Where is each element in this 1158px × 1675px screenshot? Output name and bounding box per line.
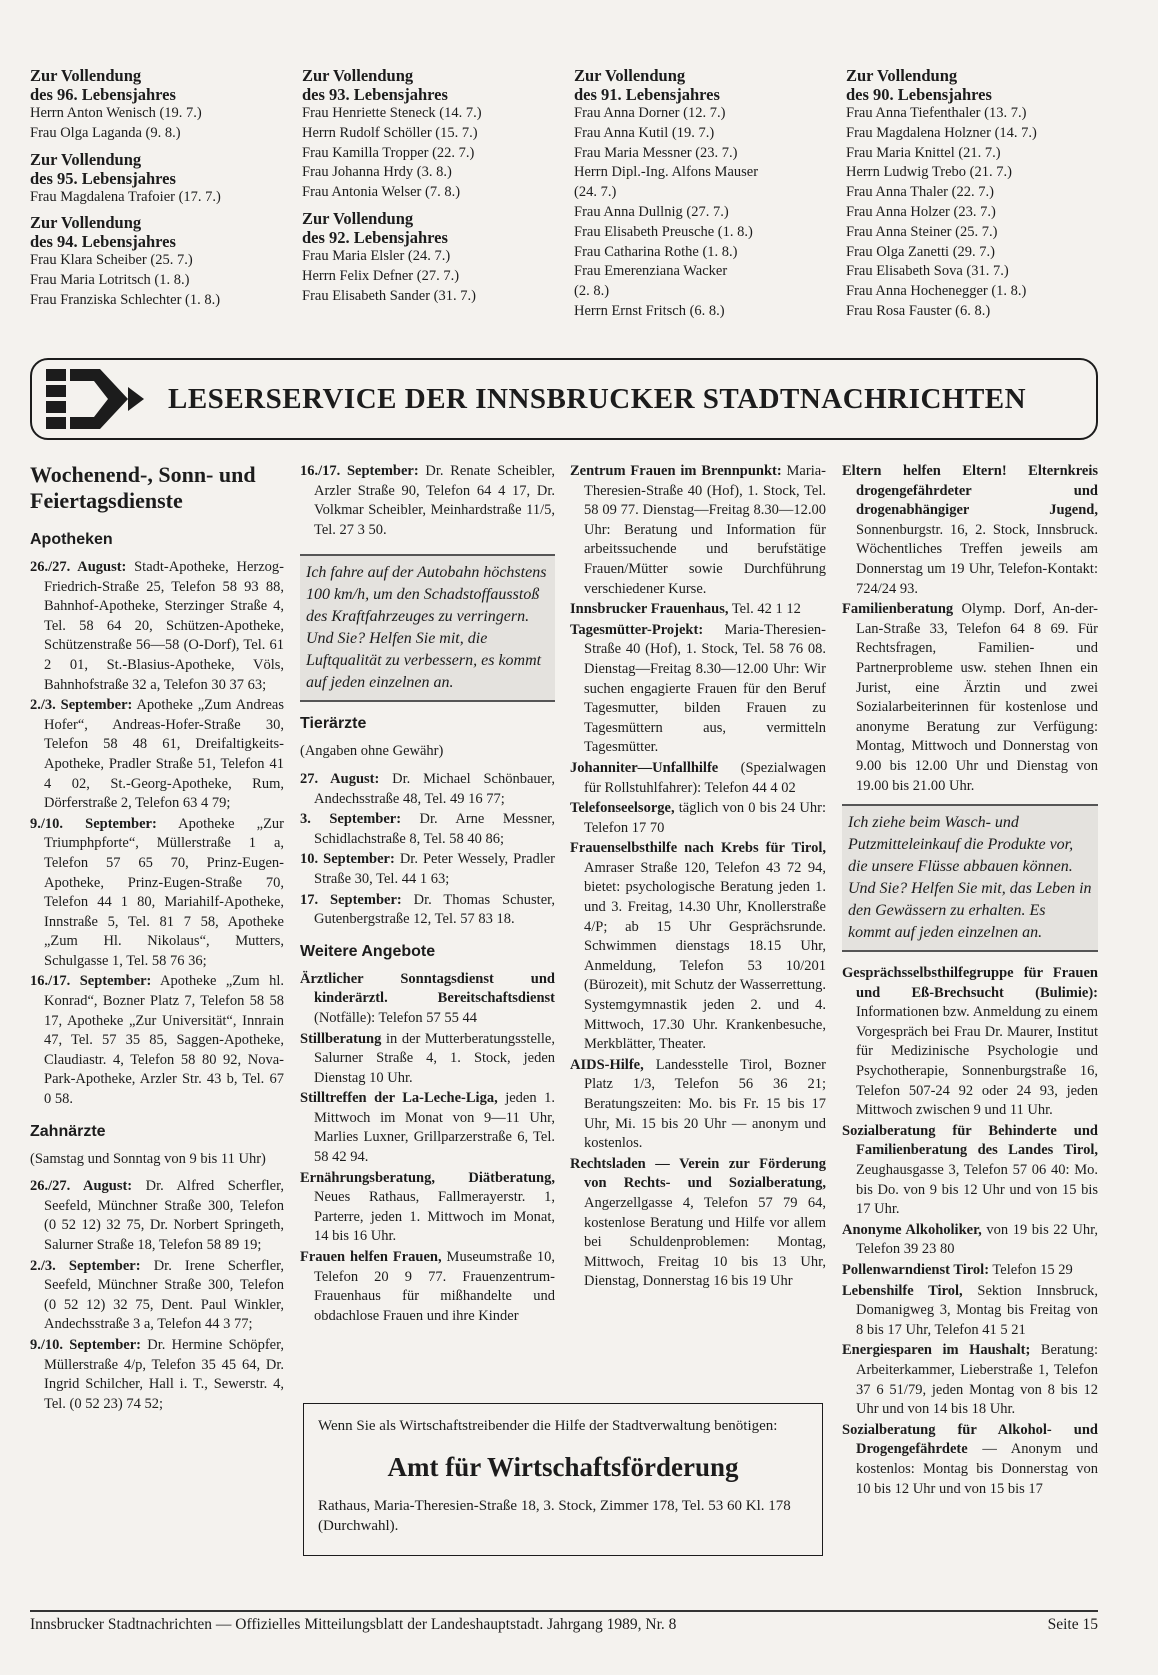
entry-text: Landesstelle Tirol, Bozner Platz 1/3, Telefon 56 36 21; Beratungszeiten: Mo. bis Fr. 15 bis 17 Uhr, Mi. 15 bis 20 Uhr — anonym und kostenlos. — [584, 1056, 826, 1152]
entry-text: Dr. Michael Schönbauer, Andechsstraße 48, Tel. 49 16 77; — [314, 770, 555, 807]
birthday-entry: Frau Maria Lotritsch (1. 8.) — [30, 272, 190, 289]
birthday-entry: Frau Elisabeth Sander (31. 7.) — [302, 287, 476, 304]
birthday-column — [30, 66, 302, 328]
service-column-4 — [842, 462, 1098, 1500]
page-number: Seite 15 — [1047, 1616, 1098, 1633]
entry-text: (Spezialwagen für Rollstuhlfahrer): Telefon 44 4 02 — [584, 759, 826, 796]
birthday-entry: Frau Klara Scheiber (25. 7.) — [30, 252, 193, 269]
section-heading: Apotheken — [30, 531, 113, 548]
entry-text: Maria-Theresien-Straße 40 (Hof), 1. Stock, Tel. 58 09 77. Dienstag—Freitag 8.30—12.00 Uhr: Beratung und Information für arbeitssuchende und berufstätige Frauen/Mütter sowie Durchführung verschiedener Kurse. — [584, 463, 826, 597]
entry-text: Tel. 42 1 12 — [728, 601, 801, 618]
birthday-entry: Frau Anna Holzer (23. 7.) — [846, 203, 996, 220]
service-entry — [570, 1056, 826, 1154]
birthday-entry: Frau Rosa Fauster (6. 8.) — [846, 302, 991, 319]
entry-text: Dr. Alfred Scherfler, Seefeld, Münchner Straße 300, Telefon (0 52 12) 32 75, Dr. Norbert Springeth, Salurner Straße 18, Telefon 58 89 19; — [44, 1178, 284, 1253]
service-entry — [842, 1282, 1098, 1341]
birthday-heading: des 94. Lebensjahres — [30, 232, 176, 252]
birthday-entry: Frau Magdalena Holzner (14. 7.) — [846, 124, 1037, 141]
entry-label: Telefonseelsorge, — [570, 800, 675, 817]
service-entry — [570, 1155, 826, 1292]
leserservice-logo-icon — [46, 367, 164, 431]
birthday-heading: Zur Vollendung — [30, 149, 142, 169]
entry-label: Innsbrucker Frauenhaus, — [570, 601, 729, 618]
entry-text: Olymp. Dorf, An-der-Lan-Straße 33, Telefon 64 8 69. Für Rechtsfragen, Familien- und Partnerprobleme usw. stehen Ihnen ein Jurist, eine Ärztin und zwei Sozialarbeiterinnen für kostenlose und anonyme Beratung zur Verfügung: Montag, Mittwoch und Donnerstag von 9.00 bis 12.00 Uhr und Dienstag von 19.00 bis 21.00 Uhr. — [856, 601, 1098, 794]
service-entry — [300, 1030, 555, 1089]
service-entry — [842, 1221, 1098, 1260]
entry-label: Pollenwarndienst Tirol: — [842, 1262, 990, 1278]
footer-publication: Innsbrucker Stadtnachrichten — Offizielles Mitteilungsblatt der Landeshauptstadt. Jahrgang 1989, Nr. 8 — [30, 1616, 677, 1633]
entry-text: Neues Rathaus, Fallmerayerstr. 1, Parterre, jeden 1. Mittwoch im Monat, 14 bis 16 Uhr. — [314, 1189, 555, 1245]
entry-text: Stadt-Apotheke, Herzog-Friedrich-Straße 25, Telefon 58 93 88, Bahnhof-Apotheke, Sterzinger Straße 4, Tel. 58 64 20, Schützen-Apotheke, Schützenstraße 56—58 (O-Dorf), Tel. 61 2 01, St.-Blasius-Apotheke, Völs, Bahnhofstraße 32 a, Telefon 30 37 63; — [44, 559, 284, 693]
entry-label: Johanniter—Unfallhilfe — [570, 759, 719, 776]
birthday-entry: Herrn Felix Defner (27. 7.) — [302, 267, 460, 284]
birthday-heading: des 92. Lebensjahres — [302, 227, 448, 247]
entry-label: 17. September: — [300, 891, 402, 908]
entry-label: Tagesmütter-Projekt: — [570, 621, 704, 638]
birthday-heading: des 95. Lebensjahres — [30, 168, 176, 188]
birthday-entry: Frau Maria Knittel (21. 7.) — [846, 144, 1001, 161]
entry-label: Familienberatung — [842, 601, 954, 618]
service-entry — [30, 1177, 284, 1255]
service-entry — [300, 1089, 555, 1167]
entry-label: Frauenselbsthilfe nach Krebs für Tirol, — [570, 840, 826, 857]
entry-label: Frauen helfen Frauen, — [300, 1249, 442, 1266]
service-entry — [570, 759, 826, 798]
birthday-entry: Herrn Dipl.-Ing. Alfons Mauser — [574, 164, 759, 181]
entry-text: in der Mutterberatungsstelle, Salurner Straße 4, 1. Stock, jeden Dienstag 10 Uhr. — [314, 1030, 555, 1086]
environment-notice-box: Ich fahre auf der Autobahn höchstens 100 km/h, um den Schadstoffausstoß des Kraftfahrzeuges zu verringern. Und Sie? Helfen Sie mit, die Luftqualität zu verbessern, es kommt auf jeden einzelnen an. — [300, 554, 555, 702]
service-entry — [300, 810, 555, 849]
entry-text: Dr. Arne Messner, Schidlachstraße 8, Tel. 58 40 86; — [314, 811, 556, 847]
birthday-entry: Frau Johanna Hrdy (3. 8.) — [302, 164, 452, 181]
service-column-2 — [300, 462, 555, 1327]
birthday-entry: Herrn Rudolf Schöller (15. 7.) — [302, 124, 478, 141]
entry-label: Sozialberatung für Behinderte und Familienberatung des Landes Tirol, — [842, 1122, 1098, 1159]
birthday-entry: Frau Maria Messner (23. 7.) — [574, 144, 738, 161]
birthday-entry: Frau Anna Thaler (22. 7.) — [846, 184, 994, 201]
birthday-heading: des 96. Lebensjahres — [30, 85, 176, 104]
entry-label: Stillberatung — [300, 1030, 382, 1047]
entry-label: 16./17. September: — [30, 973, 152, 990]
entry-label: Anonyme Alkoholiker, — [842, 1221, 982, 1238]
entry-label: 9./10. September: — [30, 815, 157, 832]
birthday-entry: (24. 7.) — [574, 184, 617, 201]
section-title: Wochenend-, Sonn- und Feiertagsdienste — [30, 462, 256, 513]
birthday-group — [30, 150, 302, 208]
service-entry — [300, 891, 555, 930]
service-entry — [842, 600, 1098, 796]
service-entry — [842, 964, 1098, 1121]
entry-text: Apotheke „Zur Triumphpforte“, Müllerstraße 1 a, Telefon 57 65 70, Prinz-Eugen-Apotheke, Prinz-Eugen-Straße 70, Telefon 44 1 80, Mariahilf-Apotheke, Innstraße 5, Tel. 81 7 58, Apotheke „Zum Hl. Nikolaus“, Mutters, Schulgasse 1, Tel. 58 76 36; — [44, 815, 285, 969]
service-entry — [30, 1336, 284, 1414]
entry-label: Zentrum Frauen im Brennpunkt: — [570, 463, 782, 479]
entry-label: 9./10. September: — [30, 1336, 141, 1353]
birthday-group — [302, 66, 574, 203]
entry-text: Angerzellgasse 4, Telefon 57 79 64, kostenlose Beratung und Hilfe vor allem bei Schuldenproblemen: Montag, Mittwoch, Freitag 10 bis 13 Uhr, Dienstag, Donnerstag 16 bis 19 Uhr — [584, 1194, 826, 1290]
section-heading: Weitere Angebote — [300, 942, 436, 960]
birthday-column — [302, 66, 574, 328]
birthday-entry: Frau Olga Zanetti (29. 7.) — [846, 243, 995, 260]
entry-label: Stilltreffen der La-Leche-Liga, — [300, 1090, 498, 1107]
service-entry — [570, 462, 826, 599]
entry-label: Energiesparen im Haushalt; — [842, 1342, 1031, 1359]
birthday-group — [30, 66, 302, 144]
birthday-entry: (2. 8.) — [574, 283, 610, 300]
service-entry — [300, 462, 555, 540]
footer-divider — [30, 1610, 1098, 1612]
wirtschaftsfoerderung-ad — [303, 1403, 823, 1556]
entry-label: Sozialberatung für Alkohol- und Drogengefährdete — [842, 1421, 1098, 1458]
entry-text: Dr. Thomas Schuster, Gutenbergstraße 12, Tel. 57 83 18. — [314, 891, 556, 928]
entry-text: Beratung: Arbeiterkammer, Lieberstraße 1, Telefon 37 6 51/79, jeden Montag von 8 bis 12 Uhr und von 14 bis 18 Uhr. — [856, 1342, 1098, 1418]
entry-label: 3. September: — [300, 811, 402, 828]
service-entry — [842, 1122, 1098, 1220]
birthday-entry: Herrn Anton Wenisch (19. 7.) — [30, 105, 202, 121]
ad-address: Rathaus, Maria-Theresien-Straße 18, 3. Stock, Zimmer 178, Tel. 53 60 Kl. 178 (Durchwahl). — [318, 1498, 791, 1534]
birthday-entry: Frau Antonia Welser (7. 8.) — [302, 184, 461, 201]
birthday-section — [30, 66, 1120, 328]
service-entry — [30, 696, 284, 814]
birthday-entry: Frau Catharina Rothe (1. 8.) — [574, 243, 738, 260]
entry-text: Dr. Irene Scherfler, Seefeld, Münchner Straße 300, Telefon (0 52 12) 32 75, Dent. Paul Winkler, Andechsstraße 3 a, Telefon 44 3 77; — [44, 1257, 285, 1333]
section-note: (Samstag und Sonntag von 9 bis 11 Uhr) — [30, 1150, 266, 1167]
service-entry — [30, 972, 284, 1109]
entry-label: 26./27. August: — [30, 559, 127, 575]
leserservice-banner — [30, 358, 1098, 440]
entry-label: Gesprächsselbsthilfegruppe für Frauen und Eß-Brechsucht (Bulimie): — [842, 965, 1098, 1001]
service-column-1 — [30, 462, 284, 1415]
birthday-entry: Frau Anna Hochenegger (1. 8.) — [846, 283, 1027, 300]
service-entry — [300, 1248, 555, 1326]
service-entry — [842, 1421, 1098, 1499]
entry-text: Telefon 15 29 — [989, 1262, 1073, 1278]
service-entry — [300, 850, 555, 889]
birthday-group — [30, 213, 302, 310]
birthday-column — [846, 66, 1118, 328]
entry-text: täglich von 0 bis 24 Uhr: Telefon 17 70 — [584, 800, 826, 836]
page-footer — [30, 1616, 1098, 1634]
birthday-group — [302, 209, 574, 306]
birthday-entry: Herrn Ludwig Trebo (21. 7.) — [846, 164, 1012, 181]
birthday-heading: Zur Vollendung — [30, 66, 142, 85]
entry-label: Ärztlicher Sonntagsdienst und kinderärztl. Bereitschaftsdienst — [300, 970, 555, 1007]
birthday-heading: Zur Vollendung — [574, 66, 686, 85]
entry-text: Museumstraße 10, Telefon 20 9 77. Frauenzentrum-Frauenhaus für mißhandelte und obdachlose Frauen und ihre Kinder — [314, 1249, 556, 1324]
birthday-entry: Frau Henriette Steneck (14. 7.) — [302, 105, 482, 121]
entry-label: Lebenshilfe Tirol, — [842, 1282, 963, 1299]
entry-text: Apotheke „Zum hl. Konrad“, Bozner Platz 7, Telefon 58 58 17, Apotheke „Zur Universität“, Innrain 47, Tel. 57 35 85, Saggen-Apotheke, Claudiastr. 4, Telefon 58 80 92, Nova-Park-Apotheke, Arzler Str. 43 b, Tel. 67 0 58. — [44, 973, 284, 1108]
entry-text: Sektion Innsbruck, Domanigweg 3, Montag bis Freitag von 8 bis 17 Uhr, Telefon 41 5 21 — [856, 1282, 1098, 1338]
birthday-entry: Frau Elisabeth Preusche (1. 8.) — [574, 223, 753, 240]
service-entry — [570, 839, 826, 1055]
entry-text: Dr. Hermine Schöpfer, Müllerstraße 4/p, Telefon 35 45 64, Dr. Ingrid Schilcher, Hall i. T., Sewerstr. 4, Tel. (0 52 23) 74 52; — [44, 1336, 284, 1412]
service-entry — [300, 770, 555, 809]
birthday-entry: Frau Kamilla Tropper (22. 7.) — [302, 144, 475, 161]
birthday-entry: Frau Elisabeth Sova (31. 7.) — [846, 263, 1009, 280]
service-entry — [300, 970, 555, 1029]
entry-text: jeden 1. Mittwoch im Monat von 9—11 Uhr, Marlies Luxner, Grillparzerstraße 6, Tel. 58 42 94. — [314, 1090, 555, 1166]
birthday-entry: Herrn Ernst Fritsch (6. 8.) — [574, 302, 725, 319]
service-entry — [842, 1341, 1098, 1419]
birthday-heading: Zur Vollendung — [846, 66, 958, 85]
service-entry — [842, 1261, 1098, 1281]
birthday-entry: Frau Anna Dorner (12. 7.) — [574, 105, 726, 121]
ad-intro: Wenn Sie als Wirtschaftstreibender die Hilfe der Stadtverwaltung benötigen: — [318, 1418, 778, 1434]
entry-label: AIDS-Hilfe, — [570, 1056, 644, 1073]
birthday-entry: Frau Magdalena Trafoier (17. 7.) — [30, 188, 221, 205]
birthday-entry: Frau Anna Tiefenthaler (13. 7.) — [846, 105, 1027, 121]
birthday-heading: des 93. Lebensjahres — [302, 85, 448, 104]
entry-label: 26./27. August: — [30, 1178, 133, 1195]
birthday-entry: Frau Anna Kutil (19. 7.) — [574, 124, 715, 141]
entry-label: 2./3. September: — [30, 697, 133, 714]
entry-label: Rechtsladen — Verein zur Förderung von Rechts- und Sozialberatung, — [570, 1155, 826, 1192]
entry-label: 27. August: — [300, 770, 380, 787]
birthday-heading: des 91. Lebensjahres — [574, 85, 720, 104]
environment-notice-box: Ich ziehe beim Wasch- und Putzmitteleinkauf die Produkte vor, die unsere Flüsse abbauen können. Und Sie? Helfen Sie mit, das Leben in den Gewässern zu erhalten. Es kommt auf jeden einzelnen an. — [842, 804, 1098, 952]
entry-text: Dr. Renate Scheibler, Arzler Straße 90, Telefon 64 4 17, Dr. Volkmar Scheibler, Meinhardstraße 11/5, Tel. 27 3 50. — [314, 463, 556, 538]
entry-label: 10. September: — [300, 851, 395, 868]
entry-text: von 19 bis 22 Uhr, Telefon 39 23 80 — [856, 1221, 1098, 1258]
birthday-heading: Zur Vollendung — [30, 213, 142, 233]
birthday-entry: Frau Emerenziana Wacker — [574, 263, 728, 280]
entry-text: Zeughausgasse 3, Telefon 57 06 40: Mo. bis Do. von 9 bis 12 Uhr und von 15 bis 17 Uhr. — [856, 1162, 1098, 1218]
service-entry — [570, 621, 826, 758]
birthday-group — [574, 66, 846, 322]
entry-text: (Notfälle): Telefon 57 55 44 — [314, 1009, 478, 1026]
section-heading: Zahnärzte — [30, 1122, 106, 1140]
entry-text: Maria-Theresien-Straße 40 (Hof), 1. Stock, Tel. 58 76 08. Dienstag—Freitag 8.30—12.00 Uhr: Wir suchen engagierte Frauen für den Beruf Tagesmutter, bilden Frauen zu Tagesmüttern aus, vermitteln Tagesmütter. — [584, 621, 826, 756]
birthday-entry: Frau Anna Dullnig (27. 7.) — [574, 203, 729, 220]
birthday-heading: des 90. Lebensjahres — [846, 85, 992, 104]
birthday-entry: Frau Olga Laganda (9. 8.) — [30, 124, 181, 141]
entry-label: Ernährungsberatung, Diätberatung, — [300, 1169, 555, 1186]
entry-text: Apotheke „Zum Andreas Hofer“, Andreas-Hofer-Straße 30, Telefon 58 48 61, Dreifaltigkeits-Apotheke, Pradler Straße 51, Telefon 41 4 02, St.-Georg-Apotheke, Rum, Dörferstraße 2, Telefon 63 4 79; — [44, 697, 284, 812]
ad-title: Amt für Wirtschaftsförderung — [387, 1452, 739, 1482]
service-entry — [570, 600, 826, 620]
birthday-entry: Frau Franziska Schlechter (1. 8.) — [30, 291, 221, 308]
entry-text: Sonnenburgstr. 16, 2. Stock, Innsbruck. Wöchentliches Treffen jeweils am Donnerstag um 19 Uhr, Telefon-Kontakt: 724/24 93. — [856, 521, 1098, 597]
service-entry — [842, 462, 1098, 599]
section-heading: Tierärzte — [300, 715, 367, 733]
service-entry — [30, 815, 284, 972]
entry-text: — Anonym und kostenlos: Montag bis Donnerstag von 10 bis 12 Uhr und von 15 bis 17 — [856, 1441, 1098, 1497]
birthday-heading: Zur Vollendung — [302, 208, 414, 228]
service-column-3 — [570, 462, 826, 1293]
birthday-group — [846, 66, 1118, 322]
banner-title: LESERSERVICE DER INNSBRUCKER STADTNACHRICHTEN — [168, 382, 1027, 415]
service-entry — [570, 799, 826, 838]
birthday-entry: Frau Anna Steiner (25. 7.) — [846, 223, 998, 240]
service-entry — [300, 1169, 555, 1247]
service-entry — [30, 558, 284, 695]
section-note: (Angaben ohne Gewähr) — [300, 743, 444, 760]
entry-text: Informationen bzw. Anmeldung zu einem Vorgespräch bei Frau Dr. Maurer, Institut für Medizinische Psychologie und Psychotherapie, Sonnenburgstraße 16, Telefon 507-24 92 oder 24 93, jeden Mittwoch zwischen 9 und 11 Uhr. — [856, 1004, 1098, 1119]
birthday-heading: Zur Vollendung — [302, 66, 414, 85]
entry-label: 2./3. September: — [30, 1257, 141, 1274]
entry-text: Dr. Peter Wessely, Pradler Straße 30, Tel. 44 1 63; — [314, 851, 556, 887]
service-entry — [30, 1257, 284, 1335]
entry-text: Amraser Straße 120, Telefon 43 72 94, bietet: psychologische Beratung jeden 1. und 3. Freitag, 14.30 Uhr, Knollerstraße 4/P; ab 15 Uhr Gesprächsrunde. Schwimmen dienstags 18.15 Uhr, Anmeldung, Telefon 53 10/201 (Bürozeit), mit Schutz der Wasserrettung. Systemgymnastik jeden 2. und 4. Mittwoch, 17.30 Uhr. Krankenbesuche, Merkblätter, Theater. — [584, 859, 826, 1053]
birthday-column — [574, 66, 846, 328]
birthday-entry: Frau Maria Elsler (24. 7.) — [302, 247, 451, 264]
entry-label: Eltern helfen Eltern! Elternkreis drogengefährdeter und drogenabhängiger Jugend, — [842, 463, 1098, 519]
entry-label: 16./17. September: — [300, 463, 419, 479]
